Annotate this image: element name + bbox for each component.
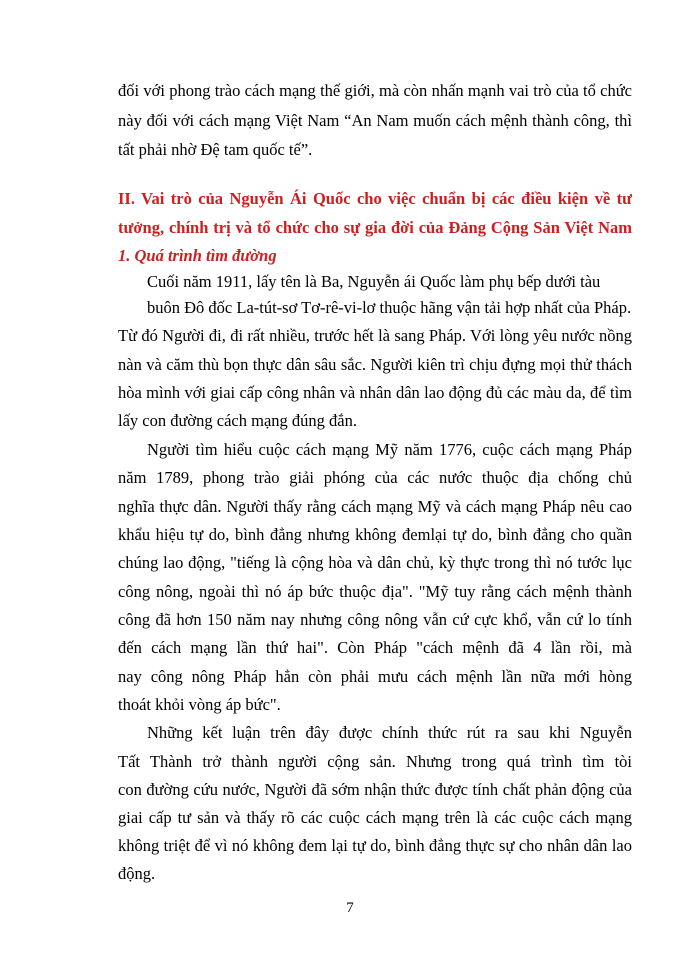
paragraph-line: Người tìm hiểu cuộc cách mạng Mỹ năm 1776, cuộc cách mạng Pháp xyxy=(147,440,632,459)
paragraph-line: công đã hơn 150 năm nay nhưng công nông vẫn cứ cực khổ, vẫn cứ lo tính xyxy=(118,610,632,629)
paragraph-line: nghĩa thực dân. Người thấy rằng cách mạng Mỹ và cách mạng Pháp nêu cao xyxy=(118,497,632,516)
paragraph-line: lấy con đường cách mạng đúng đắn. xyxy=(118,411,357,430)
paragraph-line: động. xyxy=(118,864,156,883)
paragraph-line: chúng lao động, "tiếng là cộng hòa và dân chủ, kỳ thực trong thì nó tước lục xyxy=(118,553,632,572)
paragraph-line: Những kết luận trên đây được chính thức rút ra sau khi Nguyễn xyxy=(147,723,632,742)
paragraph-line: con đường cứu nước, Người đã sớm nhận thức được tính chất phản động của xyxy=(118,780,632,799)
paragraph-line: nay công nông Pháp hẳn còn phải mưu cách mệnh lần nữa mới hòng xyxy=(118,667,632,686)
paragraph-line: công nông, ngoài thì nó áp bức thuộc địa". "Mỹ tuy rằng cách mệnh thành xyxy=(118,582,632,601)
paragraph-line: thoát khỏi vòng áp bức". xyxy=(118,695,281,714)
paragraph-line: Từ đó Người đi, đi rất nhiều, trước hết là sang Pháp. Với lòng yêu nước nồng xyxy=(118,326,632,345)
intro-line: tất phải nhờ Đệ tam quốc tế”. xyxy=(118,140,313,159)
paragraph-line: không triệt để vì nó không đem lại tự do, bình đẳng thực sự cho nhân dân lao xyxy=(118,836,632,855)
subheading: 1. Quá trình tìm đường xyxy=(118,246,277,265)
paragraph-line: buôn Đô đốc La-tút-sơ Tơ-rê-vi-lơ thuộc hãng vận tải hợp nhất của Pháp. xyxy=(147,298,632,317)
intro-line: đối với phong trào cách mạng thế giới, mà còn nhấn mạnh vai trò của tổ chức xyxy=(118,81,632,100)
paragraph-line: hòa mình với giai cấp công nhân và nhân dân lao động đủ các màu da, để tìm xyxy=(118,383,632,402)
paragraph-line: nàn và căm thù bọn thực dân sâu sắc. Người kiên trì chịu đựng mọi thử thách xyxy=(118,355,632,374)
page-number: 7 xyxy=(346,900,354,916)
paragraph-line: giai cấp tư sản và thấy rõ các cuộc cách mạng trên là các cuộc cách mạng xyxy=(118,808,632,827)
paragraph-line: Tất Thành trở thành người cộng sản. Nhưng trong quá trình tìm tòi xyxy=(118,752,632,771)
paragraph-line: Cuối năm 1911, lấy tên là Ba, Nguyễn ái Quốc làm phụ bếp dưới tàu xyxy=(147,272,601,291)
paragraph-line: khẩu hiệu tự do, bình đẳng nhưng không đemlại tự do, bình đẳng cho quần xyxy=(118,525,632,544)
section-heading: II. Vai trò của Nguyễn Ái Quốc cho việc chuẩn bị các điều kiện về tư xyxy=(118,189,632,208)
paragraph-line: đến cách mạng lần thứ hai". Còn Pháp "cách mệnh đã 4 lần rồi, mà xyxy=(118,638,632,657)
paragraph-line: năm 1789, phong trào giải phóng của các nước thuộc địa chống chủ xyxy=(118,468,632,487)
section-heading: tưởng, chính trị và tổ chức cho sự gia đời của Đảng Cộng Sản Việt Nam xyxy=(118,218,632,237)
intro-line: này đối với cách mạng Việt Nam “An Nam muốn cách mệnh thành công, thì xyxy=(118,111,632,130)
